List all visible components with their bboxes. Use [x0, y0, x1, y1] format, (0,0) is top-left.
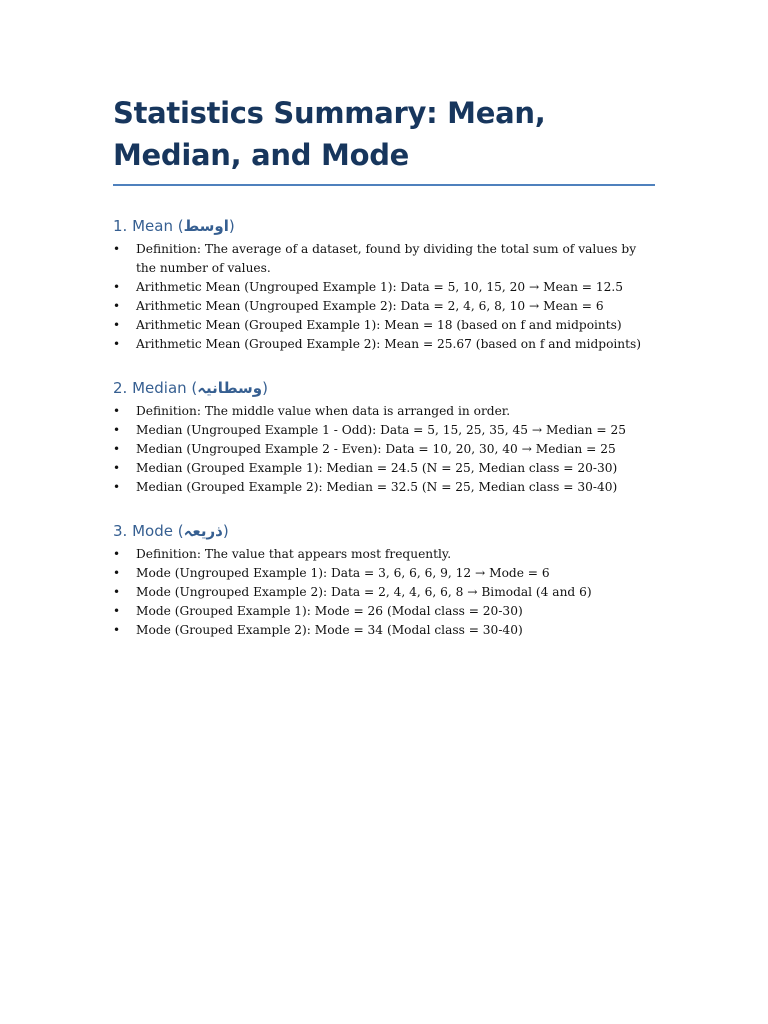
document-page	[113, 92, 655, 640]
list-item-text: Mode (Grouped Example 2): Mode = 34 (Modal class = 30-40)	[136, 623, 523, 637]
list-item	[113, 564, 655, 583]
bullet-list	[113, 402, 655, 497]
list-item	[113, 316, 655, 335]
bullet-list	[113, 240, 655, 354]
bullet-icon: •	[113, 299, 121, 313]
heading-suffix: )	[222, 522, 229, 540]
heading-arabic-term: اوسط	[183, 217, 229, 235]
page-title: Statistics Summary: Mean, Median, and Mode	[113, 92, 655, 186]
bullet-list	[113, 545, 655, 640]
bullet-icon: •	[113, 423, 121, 437]
list-item-text: Mode (Ungrouped Example 1): Data = 3, 6, 6, 6, 9, 12 → Mode = 6	[136, 566, 550, 580]
bullet-icon: •	[113, 604, 121, 618]
list-item	[113, 545, 655, 564]
list-item-text: Median (Grouped Example 1): Median = 24.5 (N = 25, Median class = 20-30)	[136, 461, 618, 475]
bullet-icon: •	[113, 566, 121, 580]
list-item-text: Arithmetic Mean (Ungrouped Example 2): Data = 2, 4, 6, 8, 10 → Mean = 6	[136, 299, 604, 313]
section-mode	[113, 521, 655, 640]
heading-arabic-term: ذریعہ	[183, 522, 223, 540]
list-item	[113, 278, 655, 297]
list-item-text: Mode (Ungrouped Example 2): Data = 2, 4, 4, 6, 6, 8 → Bimodal (4 and 6)	[136, 585, 592, 599]
list-item-text: Definition: The average of a dataset, found by dividing the total sum of values by the number of values.	[136, 242, 637, 275]
list-item	[113, 602, 655, 621]
bullet-icon: •	[113, 242, 121, 256]
bullet-icon: •	[113, 547, 121, 561]
list-item-text: Arithmetic Mean (Grouped Example 2): Mean = 25.67 (based on f and midpoints)	[136, 337, 642, 351]
list-item	[113, 421, 655, 440]
list-item	[113, 335, 655, 354]
list-item	[113, 402, 655, 421]
heading-prefix: 2. Median (	[113, 379, 198, 397]
section-heading-median	[113, 378, 655, 398]
bullet-icon: •	[113, 623, 121, 637]
bullet-icon: •	[113, 280, 121, 294]
list-item	[113, 297, 655, 316]
list-item-text: Median (Grouped Example 2): Median = 32.5 (N = 25, Median class = 30-40)	[136, 480, 618, 494]
list-item	[113, 240, 655, 278]
section-mean	[113, 216, 655, 354]
section-heading-mode	[113, 521, 655, 541]
list-item-text: Arithmetic Mean (Ungrouped Example 1): Data = 5, 10, 15, 20 → Mean = 12.5	[136, 280, 624, 294]
list-item-text: Arithmetic Mean (Grouped Example 1): Mean = 18 (based on f and midpoints)	[136, 318, 622, 332]
list-item-text: Median (Ungrouped Example 1 - Odd): Data = 5, 15, 25, 35, 45 → Median = 25	[136, 423, 626, 437]
bullet-icon: •	[113, 480, 121, 494]
bullet-icon: •	[113, 318, 121, 332]
bullet-icon: •	[113, 585, 121, 599]
bullet-icon: •	[113, 442, 121, 456]
heading-arabic-term: وسطانیہ	[197, 379, 263, 397]
list-item-text: Definition: The value that appears most frequently.	[136, 547, 452, 561]
section-median	[113, 378, 655, 497]
list-item	[113, 440, 655, 459]
list-item	[113, 621, 655, 640]
heading-prefix: 1. Mean (	[113, 217, 184, 235]
section-heading-mean	[113, 216, 655, 236]
list-item-text: Mode (Grouped Example 1): Mode = 26 (Modal class = 20-30)	[136, 604, 523, 618]
bullet-icon: •	[113, 461, 121, 475]
heading-suffix: )	[228, 217, 235, 235]
list-item	[113, 478, 655, 497]
list-item	[113, 583, 655, 602]
bullet-icon: •	[113, 404, 121, 418]
list-item-text: Definition: The middle value when data is arranged in order.	[136, 404, 511, 418]
list-item	[113, 459, 655, 478]
heading-prefix: 3. Mode (	[113, 522, 184, 540]
bullet-icon: •	[113, 337, 121, 351]
heading-suffix: )	[262, 379, 268, 397]
list-item-text: Median (Ungrouped Example 2 - Even): Data = 10, 20, 30, 40 → Median = 25	[136, 442, 616, 456]
